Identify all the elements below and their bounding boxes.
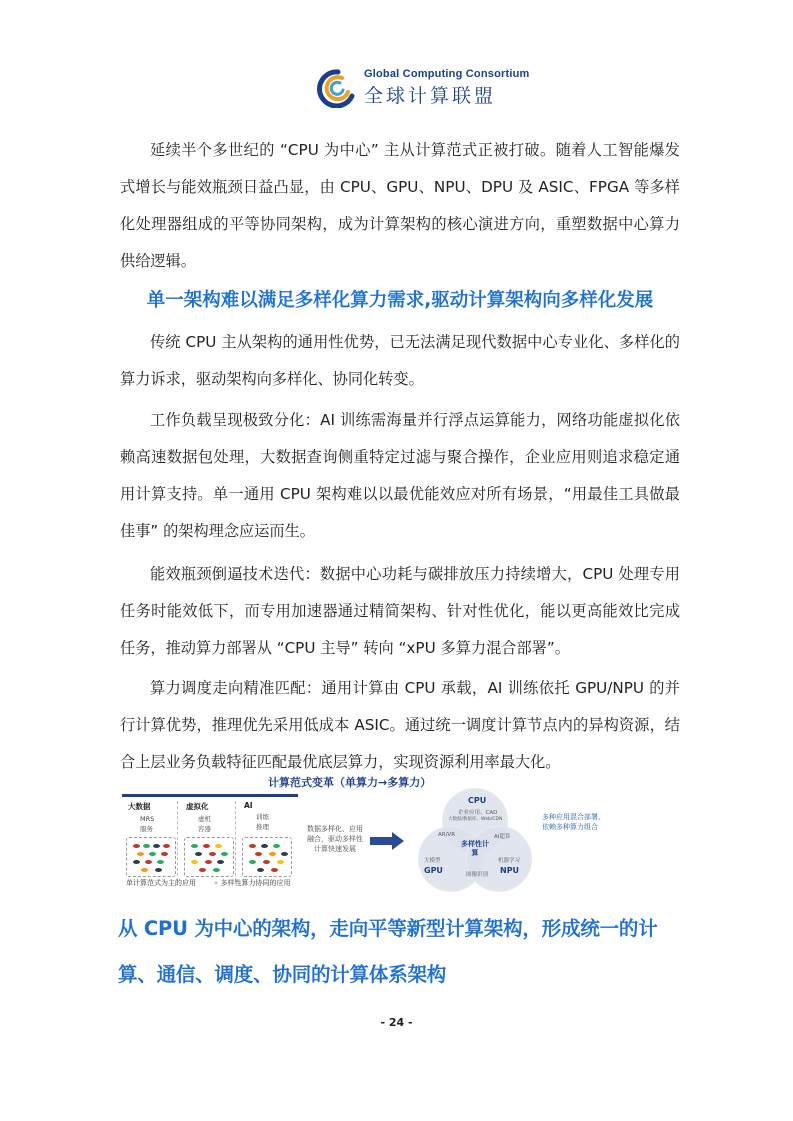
page-number: - 24 - — [380, 1016, 413, 1029]
venn-label-ai: AI超算 — [494, 834, 511, 840]
venn-label-npu: NPU — [500, 866, 520, 875]
section-heading-1: 单一架构难以满足多样化算力需求,驱动计算架构向多样化发展 — [146, 290, 654, 311]
venn-sub-npu: 机器学习 — [498, 858, 521, 864]
figure-title: 计算范式变革（单算力→多算力） — [268, 776, 432, 789]
logo-chinese-name: 全球计算联盟 — [364, 85, 497, 107]
venn-label-arvr: AR/VR — [438, 832, 456, 838]
logo-english-name: Global Computing Consortium — [364, 68, 530, 80]
venn-label-cpu: CPU — [468, 796, 487, 805]
venn-sub-cpu: 大数据/数据库、Web/CDN — [448, 817, 503, 822]
paragraph-workload: 工作负载呈现极致分化：AI 训练需海量并行浮点运算能力，网络功能虚拟化依赖高速数据包处理，大数据查询侧重特定过滤与聚合操作，企业应用则追求稳定通用计算支持。单一通用 CPU 架构难以以最优能效应对所有场景，“用最佳工具做最佳事” 的架构理念应运而生。 — [120, 411, 680, 540]
column-ai — [238, 801, 294, 881]
column-header: 大数据 — [128, 802, 151, 811]
paragraph-energy: 能效瓶颈倒逼技术迭代：数据中心功耗与碳排放压力持续增大，CPU 处理专用任务时能效低下，而专用加速器通过精简架构、针对性优化，能以更高能效比完成任务，推动算力部署从 “CPU 主导” 转向 “xPU 多算力混合部署”。 — [120, 565, 680, 657]
transition-arrow-icon — [370, 832, 404, 850]
legend-single-paradigm: 单计算范式为主的应用 — [126, 879, 196, 887]
column-item: 推理 — [256, 823, 269, 831]
single-paradigm-panel — [122, 794, 298, 882]
paragraph-intro: 延续半个多世纪的 “CPU 为中心” 主从计算范式正被打破。随着人工智能爆发式增长与能效瓶颈日益凸显，由 CPU、GPU、NPU、DPU 及 ASIC、FPGA 等多样化处理器组成的平等协同架构，成为计算架构的核心演进方向，重塑数据中心算力供给逻辑。 — [120, 141, 680, 270]
venn-center: 多样性计算 — [461, 840, 489, 857]
deployment-description: 多种应用混合部署， 依赖多种算力组合 — [542, 813, 605, 831]
column-item: 容器 — [198, 825, 211, 833]
legend-diverse-compute: » 多样性算力协同的应用 — [214, 879, 291, 887]
paragraph-scheduling: 算力调度走向精准匹配：通用计算由 CPU 承载，AI 训练依托 GPU/NPU 的并行计算优势，推理优先采用低成本 ASIC。通过统一调度计算节点内的异构资源，结合上层业务负载特征匹配最优底层算力，实现资源利用率最大化。 — [120, 679, 680, 771]
column-item: 训练 — [256, 813, 269, 821]
venn-label-image: 图像识别 — [466, 872, 489, 878]
paragraph-traditional-cpu: 传统 CPU 主从架构的通用性优势，已无法满足现代数据中心专业化、多样化的算力诉求，驱动架构向多样化、协同化转变。 — [120, 333, 680, 388]
consortium-logo — [312, 66, 530, 110]
venn-sub-cpu: 企业应用、CAD — [458, 810, 498, 816]
column-bigdata — [122, 801, 178, 881]
column-header: AI — [244, 801, 253, 810]
server-box — [184, 837, 234, 877]
column-item: 服务 — [140, 825, 153, 833]
driver-description: 数据多样化、应用 融合，驱动多样性 计算快速发展 — [307, 825, 363, 853]
diverse-computing-venn — [410, 788, 540, 896]
venn-sub-gpu: 大模型 — [424, 858, 441, 864]
column-header: 虚拟化 — [186, 802, 209, 811]
legend-arrow-icon: » — [214, 879, 219, 887]
venn-label-gpu: GPU — [424, 866, 443, 875]
column-item: 虚机 — [198, 815, 211, 823]
column-item: MRS — [140, 815, 155, 823]
section-heading-2: 从 CPU 为中心的架构，走向平等新型计算架构，形成统一的计算、通信、调度、协同的计算体系架构 — [118, 917, 658, 986]
server-box — [126, 837, 176, 877]
gcc-logo-icon — [312, 68, 358, 108]
column-virtualization — [180, 801, 236, 881]
computing-paradigm-figure — [118, 774, 678, 896]
server-box — [242, 837, 292, 877]
